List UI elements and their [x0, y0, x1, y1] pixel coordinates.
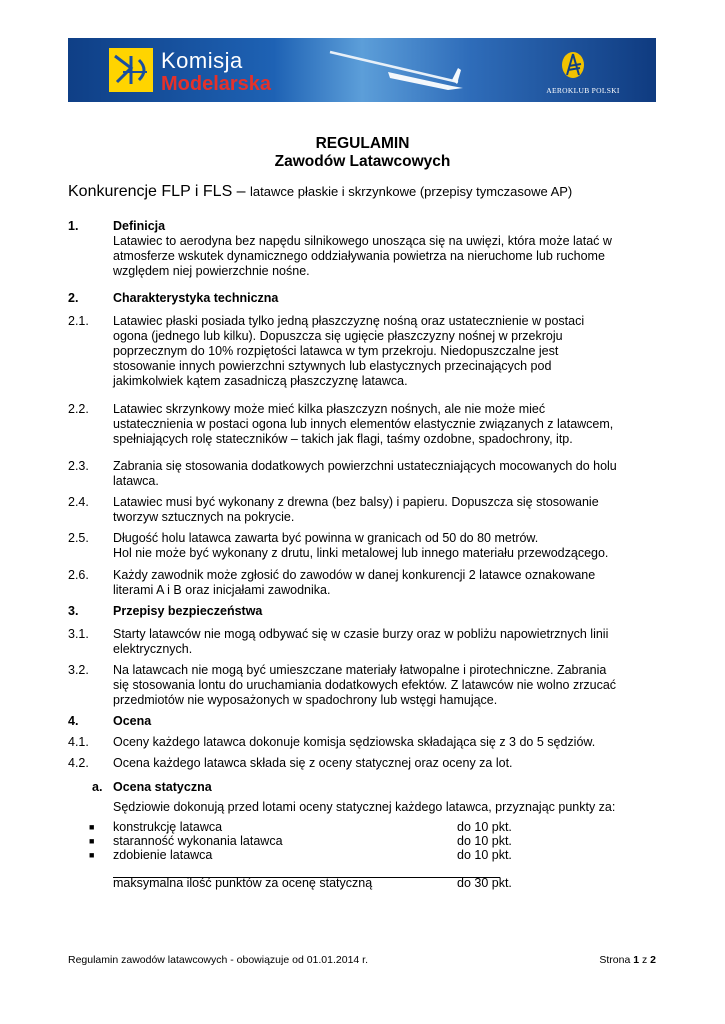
section-1-number: 1. [68, 219, 79, 233]
bullet-icon: ■ [89, 836, 95, 846]
bullet-icon: ■ [89, 850, 95, 860]
section-2-heading: Charakterystyka techniczna [113, 291, 279, 305]
score-points-3: do 10 pkt. [457, 848, 512, 862]
section-1-line-2: atmosferze wskutek dynamicznego oddziaływania powietrza na nieruchome lub ruchome [113, 249, 605, 263]
page-prefix: Strona [599, 954, 634, 966]
section-3-1-line-1: Starty latawców nie mogą odbywać się w czasie burzy oraz w pobliżu napowietrznych linii [113, 627, 609, 641]
section-2-1-line-2: ogona (jednego lub kilku). Dopuszcza się ugięcie płaszczyzny nośnej w przekroju [113, 329, 563, 343]
section-4-1-line-1: Oceny każdego latawca dokonuje komisja sędziowska składająca się z 3 do 5 sędziów. [113, 735, 596, 749]
section-3-2-line-3: przedmiotów nie wyposażonych w spadochrony lub wstęgi hamujące. [113, 693, 498, 707]
total-points: do 30 pkt. [457, 876, 512, 890]
section-2-1-line-5: jakimkolwiek kątem zasadniczą płaszczyznę latawca. [113, 374, 408, 388]
section-2-number: 2. [68, 291, 79, 305]
section-2-1-number: 2.1. [68, 314, 89, 328]
title-line-1: REGULAMIN [315, 135, 410, 152]
section-4-2-line-1: Ocena każdego latawca składa się z oceny statycznej oraz oceny za lot. [113, 756, 513, 770]
section-3-1-line-2: elektrycznych. [113, 642, 193, 656]
subsection-a-heading: Ocena statyczna [113, 780, 212, 794]
section-1-heading: Definicja [113, 219, 166, 233]
page-total: 2 [650, 954, 656, 966]
subtitle [68, 183, 572, 201]
section-3-1-number: 3.1. [68, 627, 89, 641]
section-2-2-number: 2.2. [68, 402, 89, 416]
section-2-3-line-1: Zabrania się stosowania dodatkowych powierzchni ustateczniających mocowanych do holu [113, 459, 617, 473]
section-2-1-line-4: stosowanie innych powierzchni sztywnych lub elastycznych przecinających pod [113, 359, 552, 373]
page-number [599, 954, 656, 966]
komisja-logo-icon [109, 48, 153, 92]
brand-line-1: Komisja [161, 48, 243, 73]
section-3-2-line-1: Na latawcach nie mogą być umieszczane materiały łatwopalne i pirotechniczne. Zabrania [113, 663, 607, 677]
section-2-1-line-1: Latawiec płaski posiada tylko jedną płaszczyznę nośną oraz ustatecznienie w postaci [113, 314, 585, 328]
bullet-icon: ■ [89, 822, 95, 832]
score-points-2: do 10 pkt. [457, 834, 512, 848]
section-2-5-line-2: Hol nie może być wykonany z drutu, linki metalowej lub innego materiału przewodzącego. [113, 546, 609, 560]
section-2-2-line-2: ustatecznienia w postaci ogona lub innych elementów elastycznie związanych z latawcem, [113, 417, 614, 431]
section-1-line-3: względem niej powierzchnie nośne. [113, 264, 310, 278]
subtitle-rest: latawce płaskie i skrzynkowe (przepisy tymczasowe AP) [250, 184, 573, 199]
subtitle-main: Konkurencje FLP i FLS – [68, 183, 251, 200]
section-2-4-number: 2.4. [68, 495, 89, 509]
page-current: 1 [633, 954, 640, 966]
section-2-3-number: 2.3. [68, 459, 89, 473]
section-2-3-line-2: latawca. [113, 474, 159, 488]
section-3-2-number: 3.2. [68, 663, 89, 677]
section-1-line-1: Latawiec to aerodyna bez napędu silnikowego unosząca się na uwięzi, która może latać w [113, 234, 612, 248]
score-label-1: konstrukcję latawca [113, 820, 223, 834]
section-3-heading: Przepisy bezpieczeństwa [113, 604, 263, 618]
total-label: maksymalna ilość punktów za ocenę statyczną [113, 876, 373, 890]
aeroklub-label: AEROKLUB POLSKI [546, 86, 620, 95]
section-4-number: 4. [68, 714, 79, 728]
glider-icon [328, 46, 468, 94]
section-2-6-line-1: Każdy zawodnik może zgłosić do zawodów w danej konkurencji 2 latawce oznakowane [113, 568, 596, 582]
score-points-1: do 10 pkt. [457, 820, 512, 834]
header-banner [68, 38, 656, 102]
section-3-number: 3. [68, 604, 79, 618]
aeroklub-emblem-icon [561, 51, 585, 79]
section-4-1-number: 4.1. [68, 735, 89, 749]
section-2-1-line-3: poprzecznym do 10% rozpiętości latawca w tym przekroju. Niedopuszczalne jest [113, 344, 559, 358]
subsection-a-intro: Sędziowie dokonują przed lotami oceny statycznej każdego latawca, przyznając punkty za: [113, 800, 616, 814]
section-2-2-line-3: spełniających rolę stateczników – takich jak flagi, taśmy ozdobne, spadochrony, itp. [113, 432, 573, 446]
section-2-5-number: 2.5. [68, 531, 89, 545]
section-2-6-line-2: literami A i B oraz inicjałami zawodnika. [113, 583, 331, 597]
section-2-4-line-1: Latawiec musi być wykonany z drewna (bez balsy) i papieru. Dopuszcza się stosowanie [113, 495, 599, 509]
subsection-a-marker: a. [92, 780, 103, 794]
page-separator: z [639, 954, 651, 966]
footer-text: Regulamin zawodów latawcowych - obowiązuje od 01.01.2014 r. [68, 954, 369, 966]
section-4-heading: Ocena [113, 714, 152, 728]
brand-line-2: Modelarska [161, 73, 272, 95]
section-4-2-number: 4.2. [68, 756, 89, 770]
score-label-3: zdobienie latawca [113, 848, 213, 862]
section-2-6-number: 2.6. [68, 568, 89, 582]
section-2-5-line-1: Długość holu latawca zawarta być powinna w granicach od 50 do 80 metrów. [113, 531, 539, 545]
title-line-2: Zawodów Latawcowych [274, 153, 451, 170]
section-3-2-line-2: się stosowania lontu do uruchamiania dodatkowych efektów. Z latawców nie wolno zrzucać [113, 678, 617, 692]
section-2-2-line-1: Latawiec skrzynkowy może mieć kilka płaszczyzn nośnych, ale nie może mieć [113, 402, 546, 416]
score-label-2: staranność wykonania latawca [113, 834, 283, 848]
section-2-4-line-2: tworzyw sztucznych na pokrycie. [113, 510, 295, 524]
